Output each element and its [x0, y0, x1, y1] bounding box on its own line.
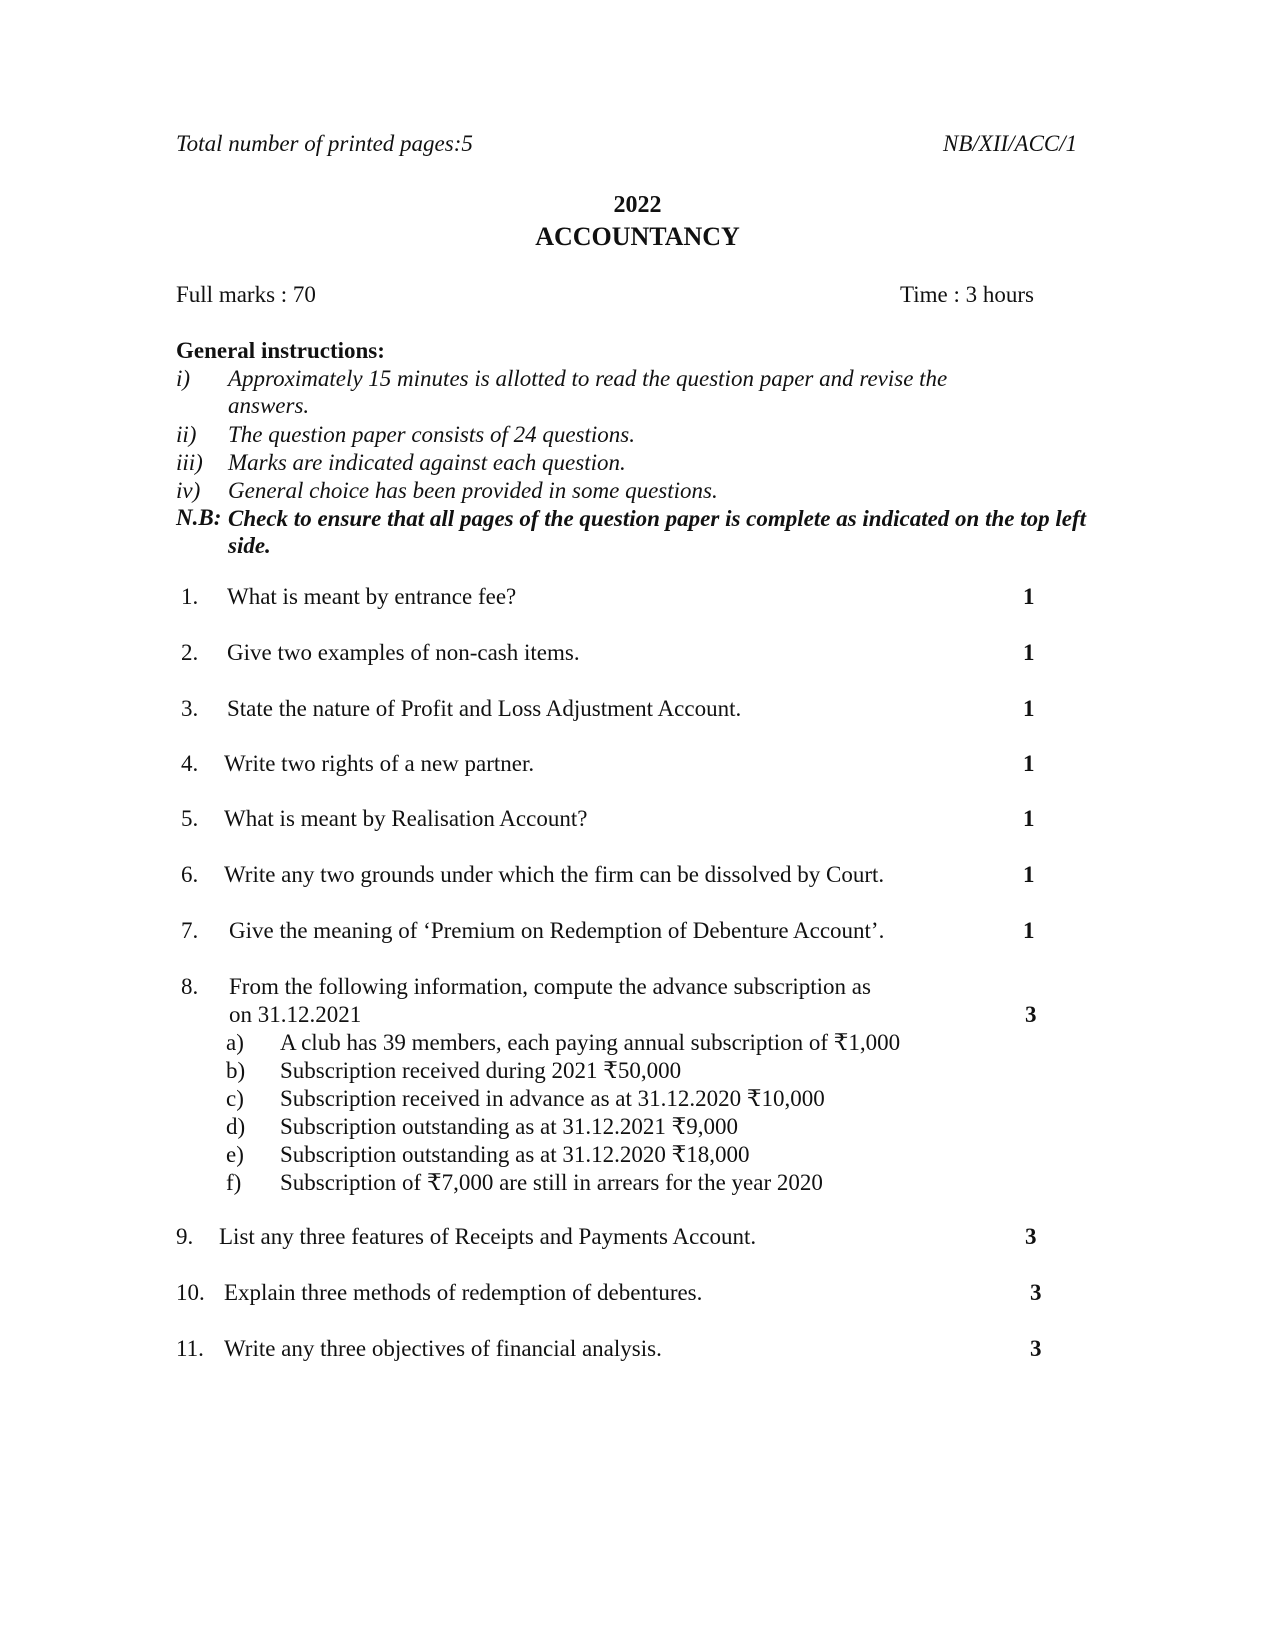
question-number: 5.: [181, 806, 199, 831]
question-text: Write two rights of a new partner.: [224, 751, 535, 776]
sub-item-letter: d): [226, 1114, 246, 1139]
question-number: 8.: [181, 974, 199, 999]
question-text: Give the meaning of ‘Premium on Redemption of Debenture Account’.: [229, 918, 885, 943]
sub-item-text: A club has 39 members, each paying annual subscription of ₹1,000: [280, 1030, 901, 1055]
question-text: List any three features of Receipts and Payments Account.: [219, 1224, 757, 1249]
question-text: Write any two grounds under which the firm can be dissolved by Court.: [224, 862, 885, 887]
question-number: 3.: [181, 696, 199, 721]
sub-item-text: Subscription outstanding as at 31.12.2020 ₹18,000: [280, 1142, 750, 1167]
question-number: 11.: [176, 1336, 204, 1361]
question-text: Give two examples of non-cash items.: [227, 640, 580, 665]
question-number: 2.: [181, 640, 199, 665]
paper-code: NB/XII/ACC/1: [943, 131, 1078, 156]
nb-label: N.B:: [176, 505, 222, 530]
sub-item-text: Subscription received during 2021 ₹50,000: [280, 1058, 682, 1083]
question-text: From the following information, compute the advance subscription as: [229, 974, 871, 999]
sub-item-letter: f): [226, 1170, 242, 1195]
question-number: 10.: [176, 1280, 205, 1305]
subject-title: ACCOUNTANCY: [535, 222, 740, 251]
instruction-text: Marks are indicated against each question.: [228, 450, 626, 475]
sub-item-letter: c): [226, 1086, 244, 1111]
sub-item-letter: a): [226, 1030, 244, 1055]
sub-item-text: Subscription received in advance as at 31.12.2020 ₹10,000: [280, 1086, 825, 1111]
time-allowed: Time : 3 hours: [900, 282, 1034, 307]
question-marks: 1: [1023, 584, 1035, 609]
sub-item-letter: b): [226, 1058, 246, 1083]
instruction-number: iii): [176, 450, 203, 475]
question-marks: 3: [1030, 1280, 1042, 1305]
instruction-number: i): [176, 366, 191, 391]
nb-text: Check to ensure that all pages of the question paper is complete as indicated on the top left side.: [228, 506, 1087, 558]
instructions-heading: General instructions:: [176, 338, 385, 363]
question-marks: 1: [1023, 751, 1035, 776]
question-number: 4.: [181, 751, 199, 776]
question-text: What is meant by entrance fee?: [227, 584, 517, 609]
question-text: Explain three methods of redemption of debentures.: [224, 1280, 703, 1305]
question-number: 7.: [181, 918, 199, 943]
full-marks: Full marks : 70: [176, 282, 316, 307]
question-marks: 1: [1023, 696, 1035, 721]
question-number: 9.: [176, 1224, 194, 1249]
instruction-number: ii): [176, 422, 197, 447]
instruction-text: General choice has been provided in some questions.: [228, 478, 718, 503]
sub-item-text: Subscription of ₹7,000 are still in arrears for the year 2020: [280, 1170, 823, 1195]
question-marks: 1: [1023, 640, 1035, 665]
question-text: What is meant by Realisation Account?: [224, 806, 588, 831]
sub-item-text: Subscription outstanding as at 31.12.2021 ₹9,000: [280, 1114, 739, 1139]
instruction-text-continued: answers.: [228, 393, 310, 418]
sub-item-letter: e): [226, 1142, 244, 1167]
question-number: 6.: [181, 862, 199, 887]
question-marks: 3: [1030, 1336, 1042, 1361]
question-marks: 3: [1025, 1002, 1037, 1027]
question-text: State the nature of Profit and Loss Adjustment Account.: [227, 696, 742, 721]
question-text-continued: on 31.12.2021: [229, 1002, 362, 1027]
instruction-text: Approximately 15 minutes is allotted to read the question paper and revise the: [228, 366, 948, 391]
exam-year: 2022: [613, 192, 662, 218]
question-marks: 1: [1023, 862, 1035, 887]
question-text: Write any three objectives of financial analysis.: [224, 1336, 662, 1361]
question-marks: 1: [1023, 806, 1035, 831]
question-marks: 3: [1025, 1224, 1037, 1249]
instruction-number: iv): [176, 478, 201, 503]
question-marks: 1: [1023, 918, 1035, 943]
instruction-text: The question paper consists of 24 questions.: [228, 422, 635, 447]
question-number: 1.: [181, 584, 199, 609]
printed-pages-note: Total number of printed pages:5: [176, 131, 473, 156]
